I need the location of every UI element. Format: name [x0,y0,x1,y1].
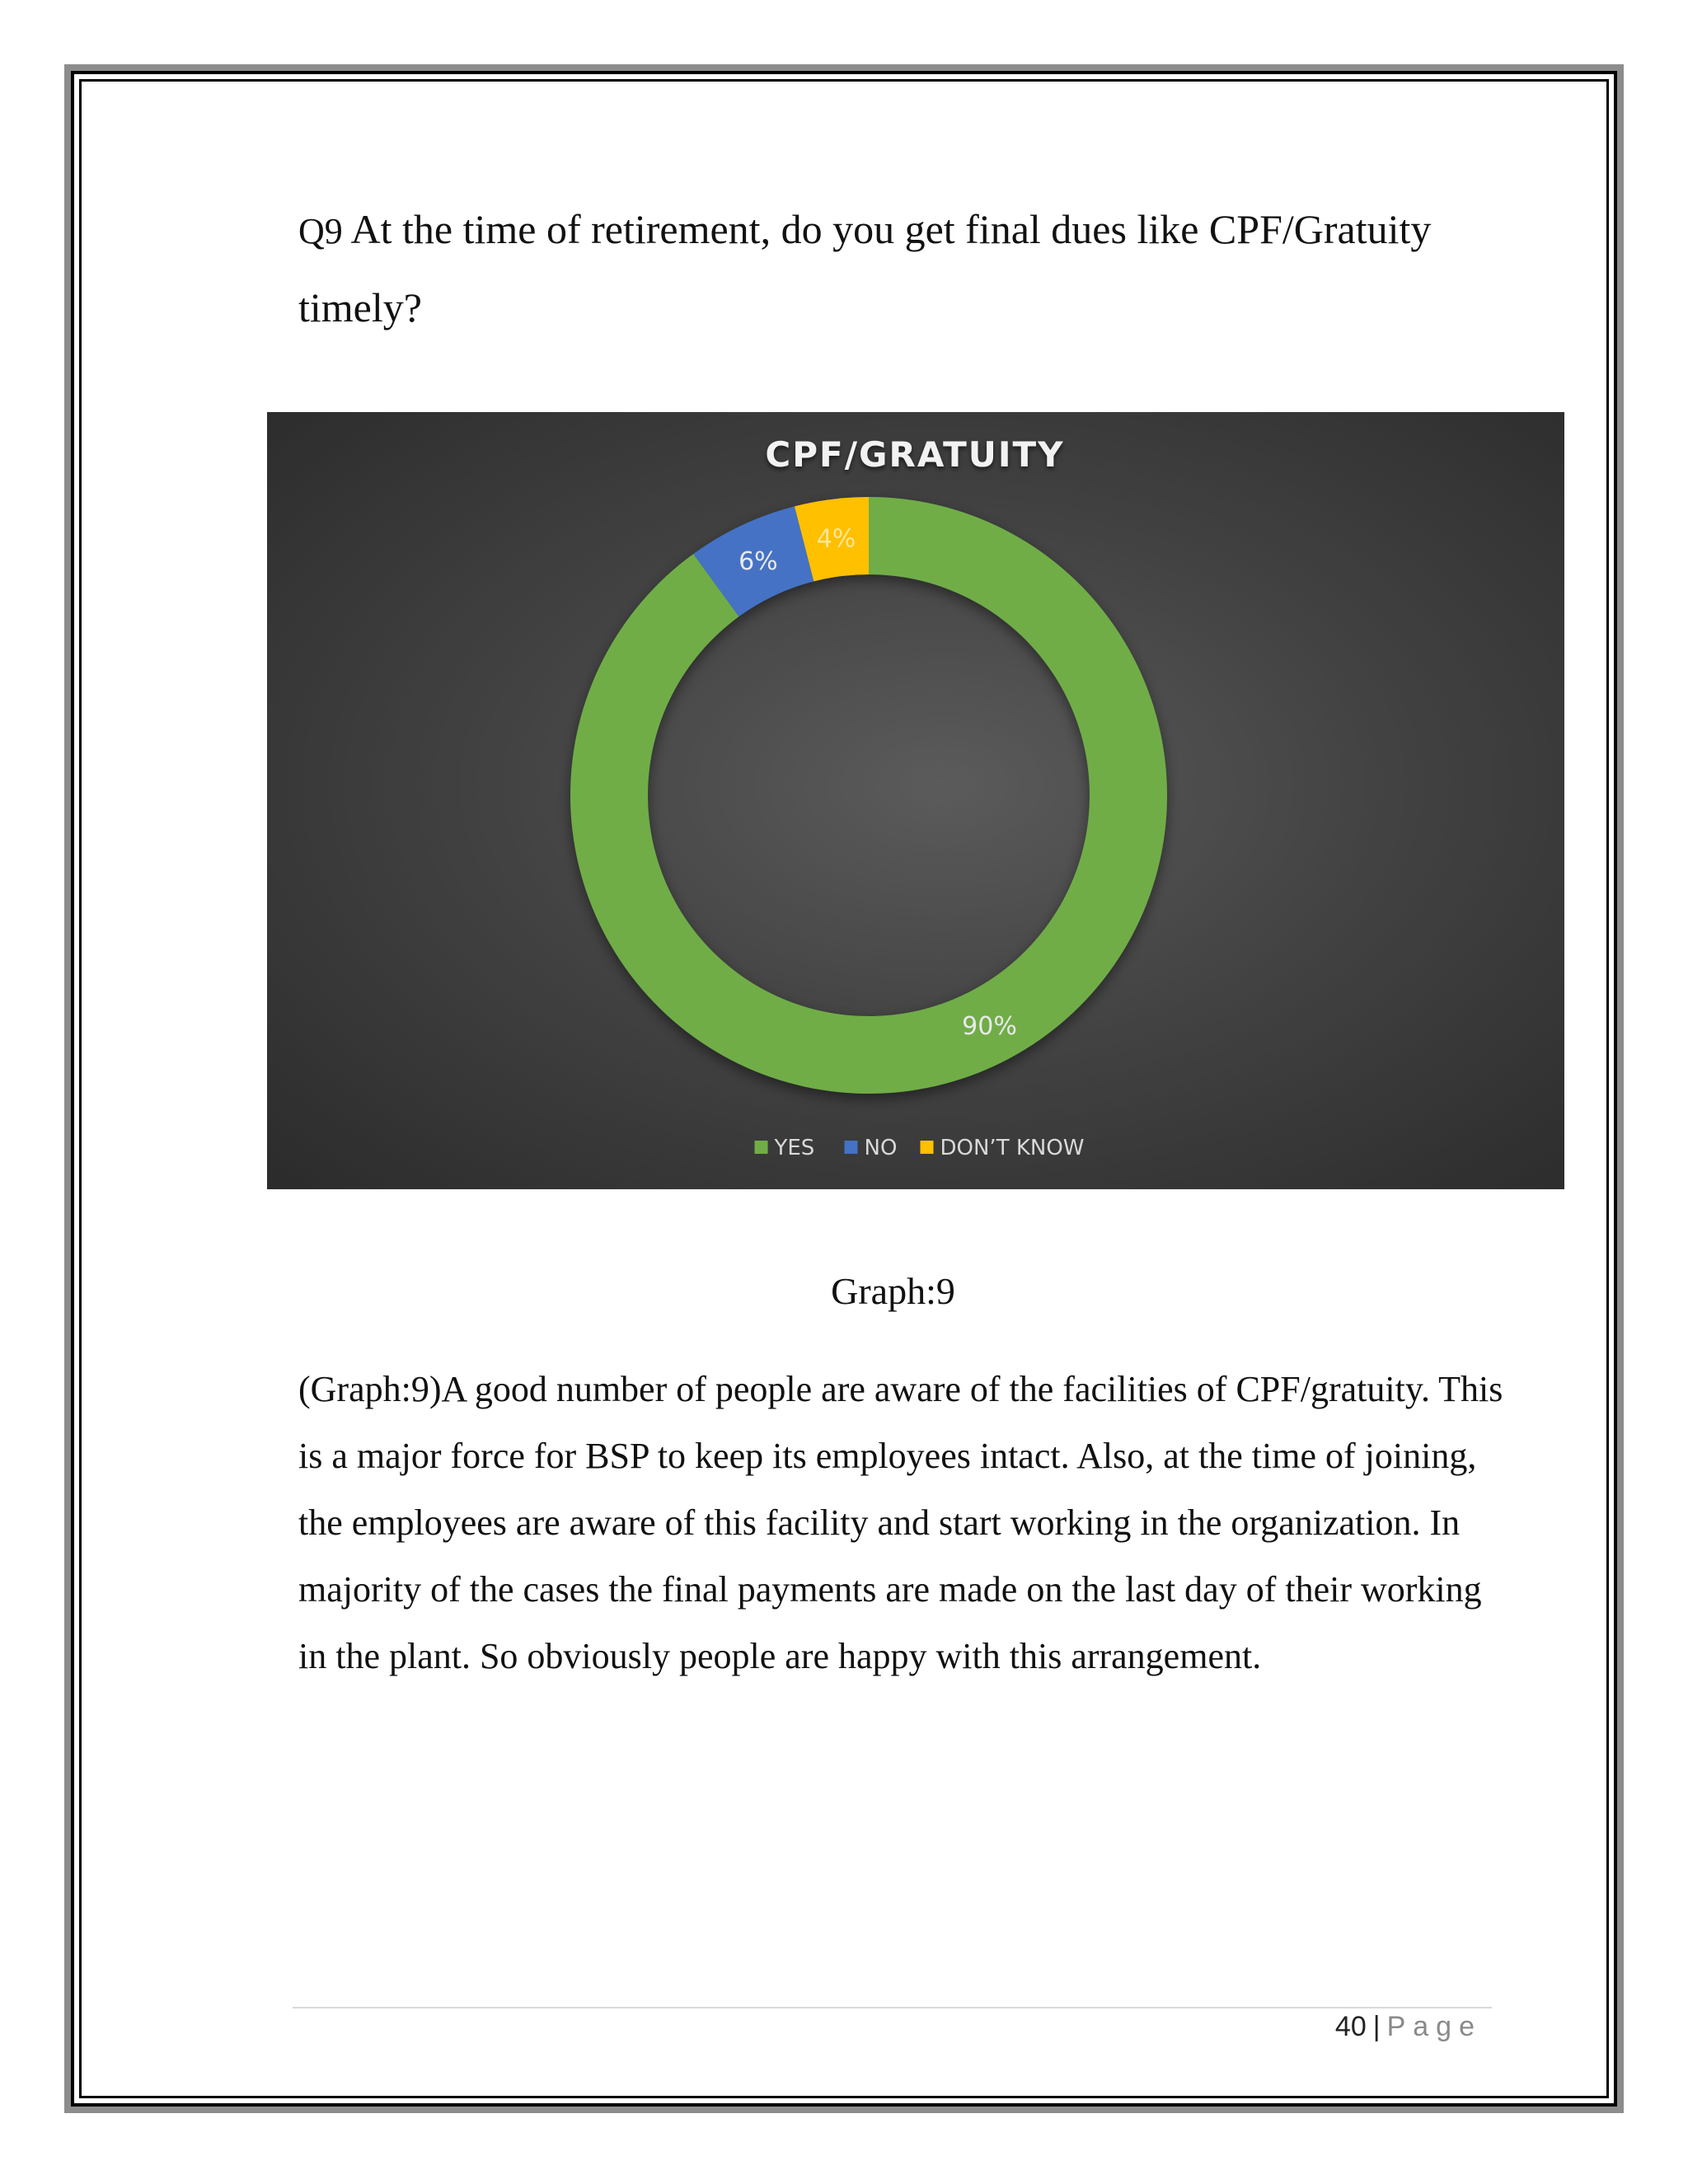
data-label-1: 90% [962,1011,1017,1041]
legend-swatch-1 [755,1141,768,1154]
data-labels [738,524,1017,1040]
question-heading [298,191,1493,345]
question-text: At the time of retirement, do you get final dues like CPF/Gratuity timely? [298,206,1432,330]
page-label: Page [1386,2011,1482,2042]
legend-swatch-3 [921,1141,934,1154]
donut-chart [267,412,1564,1189]
page-footer [1335,2011,1482,2043]
body-paragraph: (Graph:9)A good number of people are aware of the facilities of CPF/gratuity. This is a major force for BSP to keep its employees intact. Also, at the time of joining, the employees are aware of this facility and start working in the organization. In majority of the cases the final payments are made on the last day of their working in the plant. So obviously people are happy with this arrangement. [298,1369,1503,1676]
donut-slices [570,497,1167,1094]
data-label-2: 6% [738,546,778,576]
footer-divider [293,2007,1492,2008]
legend-label-2: NO [864,1136,898,1160]
question-number: Q9 [298,211,343,251]
donut-chart-panel [267,412,1564,1189]
chart-legend [755,1136,1085,1160]
graph-caption: Graph:9 [831,1270,955,1312]
footer-separator: | [1372,2011,1381,2042]
legend-label-1: YES [774,1136,815,1160]
page-number: 40 [1334,2011,1367,2042]
donut-slice-yes [570,497,1167,1094]
data-label-3: 4% [816,524,856,554]
legend-swatch-2 [845,1141,858,1154]
chart-title: CPF/GRATUITY [765,434,1065,475]
legend-label-3: DON’T KNOW [940,1136,1085,1160]
